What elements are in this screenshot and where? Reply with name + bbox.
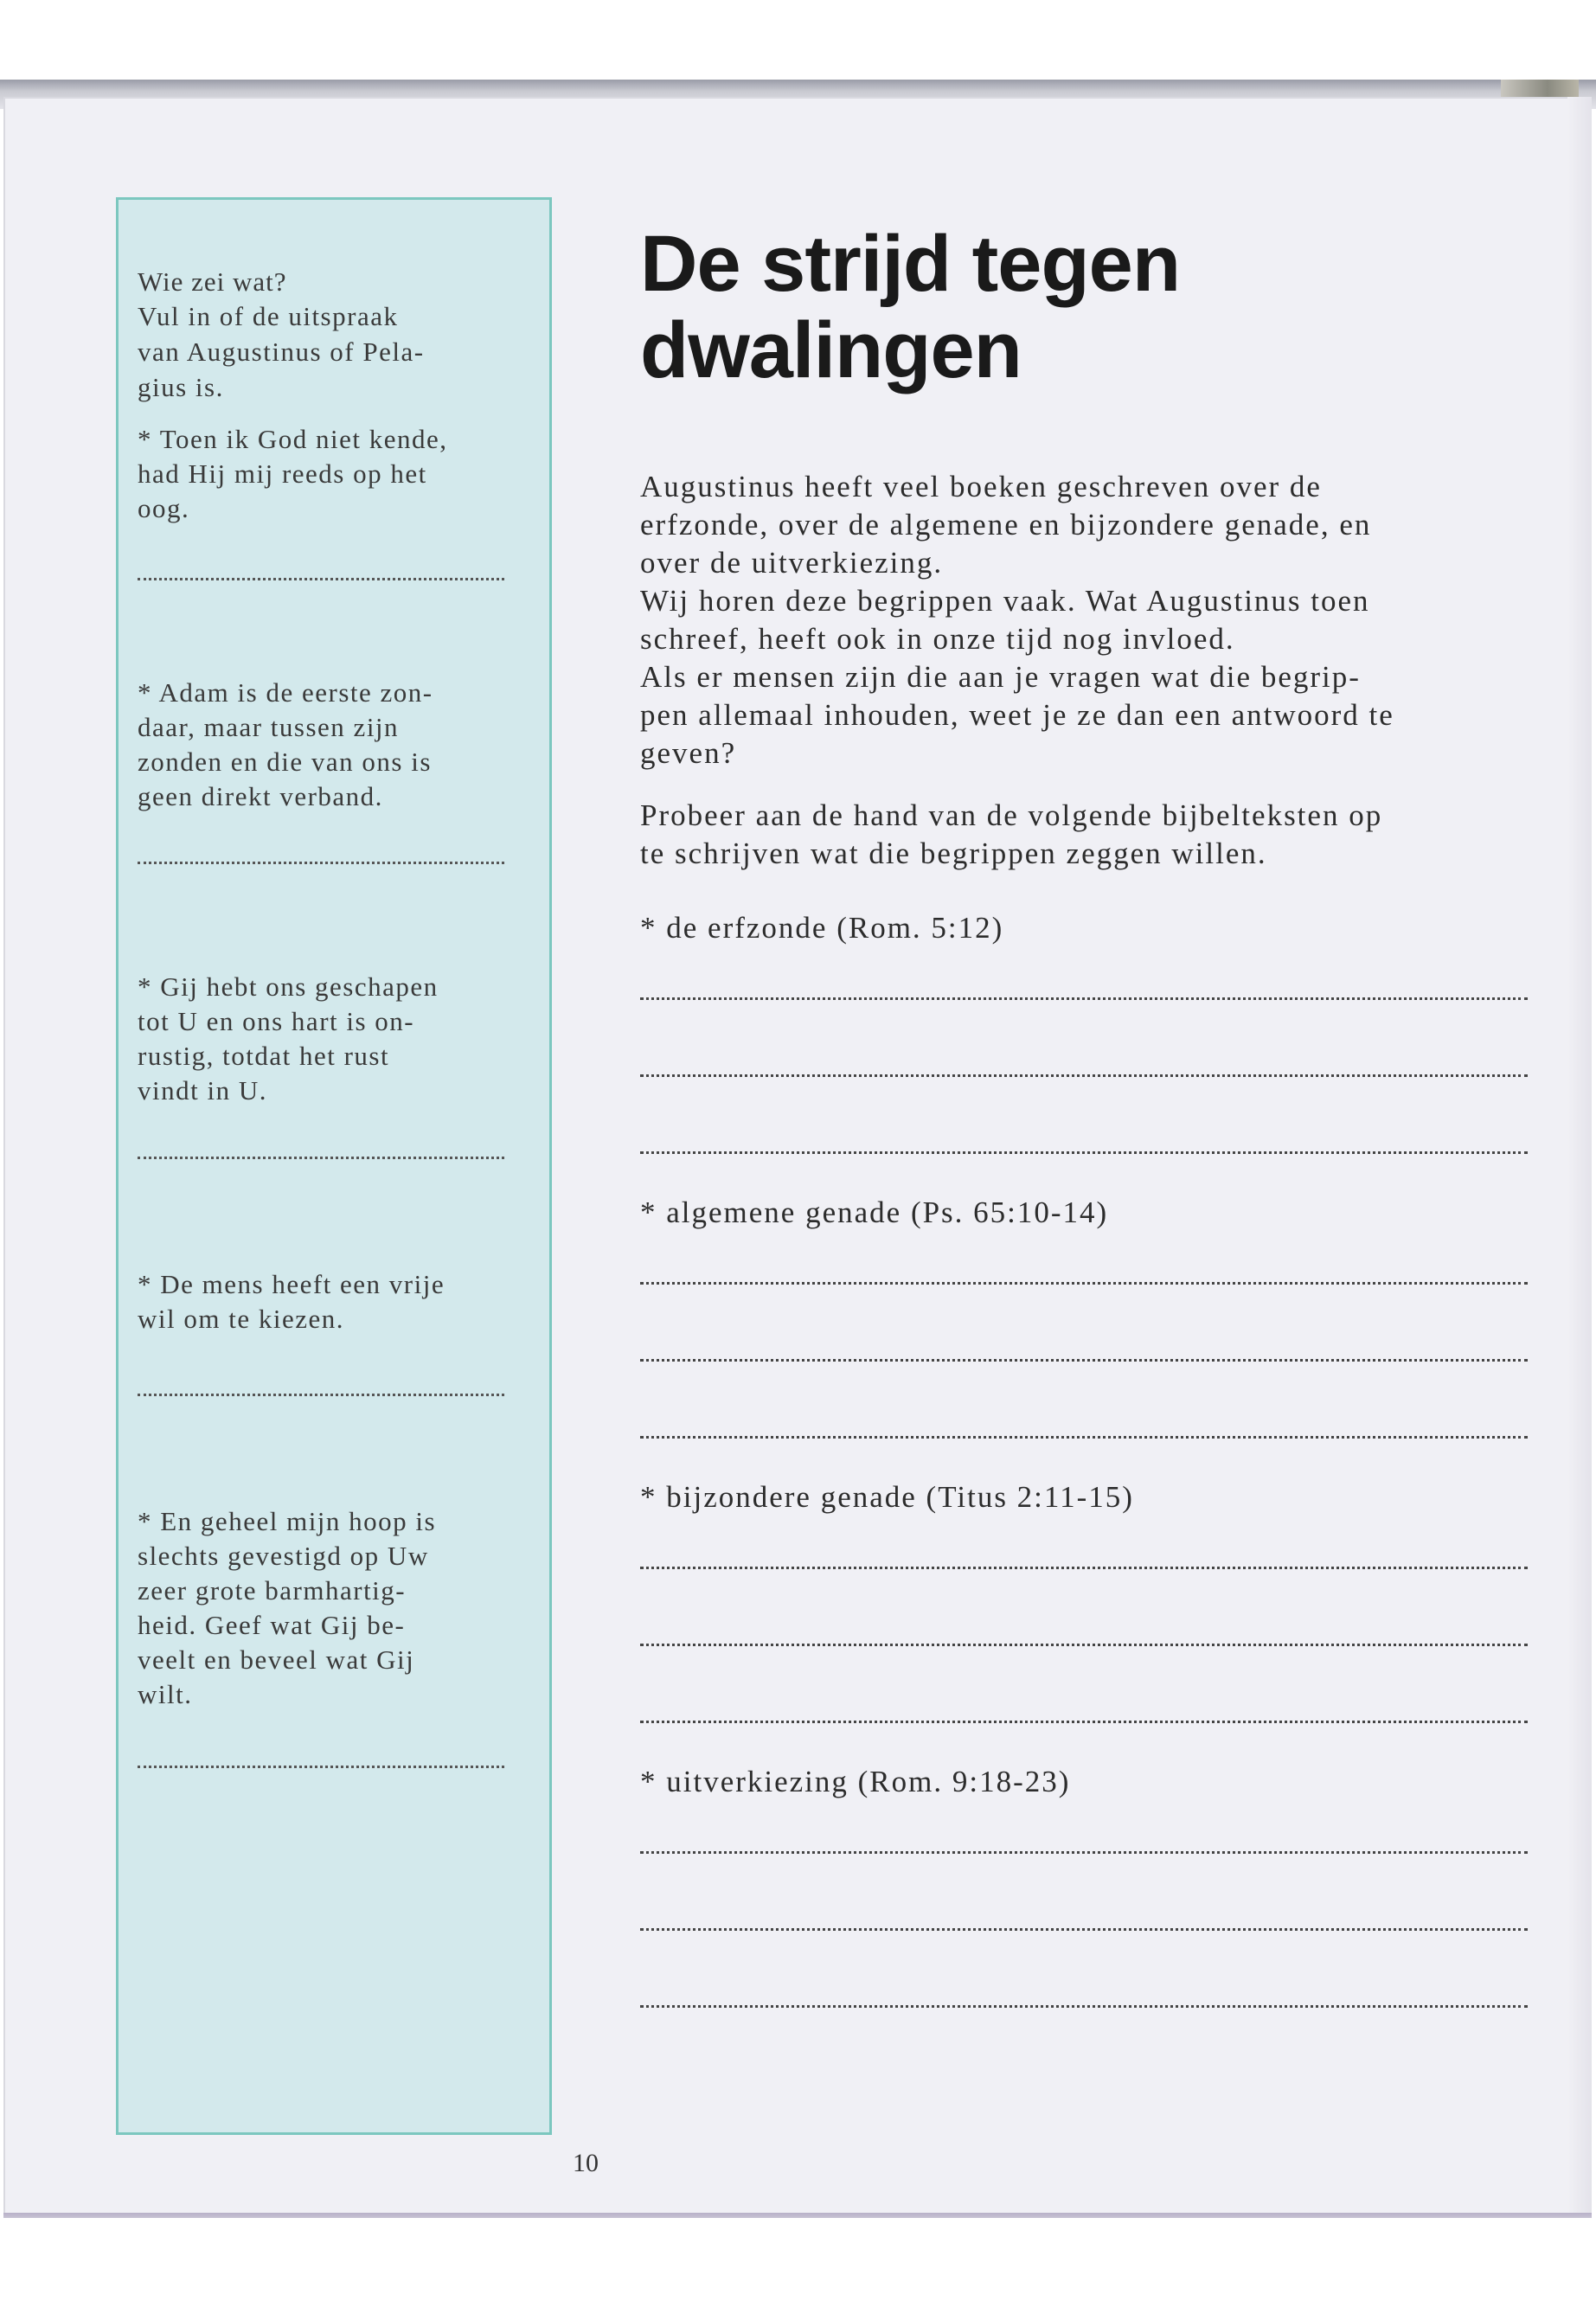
answer-line[interactable]	[640, 1151, 1528, 1154]
quote-line: * En geheel mijn hoop is	[138, 1506, 437, 1536]
quote-line: heid. Geef wat Gij be-	[138, 1610, 406, 1640]
quote-line: zeer grote barmhartig-	[138, 1575, 407, 1606]
instruction-line: gius is.	[138, 372, 224, 402]
answer-line[interactable]	[640, 1721, 1528, 1723]
quote-line: slechts gevestigd op Uw	[138, 1541, 429, 1571]
topic-bijzondere-genade: * bijzondere genade (Titus 2:11-15)	[640, 1480, 1134, 1514]
exercise-sidebar	[116, 197, 552, 2135]
quote-line: daar, maar tussen zijn	[138, 712, 400, 742]
quote-line: * Adam is de eerste zon-	[138, 677, 433, 708]
topic-algemene-genade: * algemene genade (Ps. 65:10-14)	[640, 1195, 1109, 1229]
paragraph-line: pen allemaal inhouden, weet je ze dan een antwoord te	[640, 698, 1394, 732]
answer-line[interactable]	[640, 1359, 1528, 1362]
quote-line: geen direkt verband.	[138, 781, 383, 811]
quote-line: tot U en ons hart is on-	[138, 1006, 415, 1036]
quote-line: veelt en beveel wat Gij	[138, 1644, 415, 1675]
topic-uitverkiezing: * uitverkiezing (Rom. 9:18-23)	[640, 1765, 1071, 1798]
paragraph-line: Augustinus heeft veel boeken geschreven over de	[640, 470, 1322, 503]
quote-line: wil om te kiezen.	[138, 1304, 344, 1334]
paragraph-line: over de uitverkiezing.	[640, 546, 944, 580]
paragraph-line: Wij horen deze begrippen vaak. Wat Augustinus toen	[640, 584, 1370, 618]
answer-line[interactable]	[640, 1282, 1528, 1285]
quote-4	[138, 1267, 527, 1336]
paragraph-line: erfzonde, over de algemene en bijzondere genade, en	[640, 508, 1372, 542]
answer-line[interactable]	[640, 1928, 1528, 1931]
quote-line: oog.	[138, 493, 190, 523]
instruction-line: Probeer aan de hand van de volgende bijbelteksten op	[640, 798, 1383, 832]
page-number: 10	[573, 2149, 599, 2177]
quote-line: * Toen ik God niet kende,	[138, 424, 448, 454]
answer-line[interactable]	[640, 997, 1528, 1000]
answer-line[interactable]	[640, 1436, 1528, 1439]
instruction-paragraph	[640, 797, 1557, 873]
answer-line[interactable]	[640, 1074, 1528, 1077]
paragraph-line: geven?	[640, 736, 737, 770]
topic-erfzonde: * de erfzonde (Rom. 5:12)	[640, 911, 1004, 945]
quote-1	[138, 422, 527, 526]
page-gutter	[1567, 97, 1592, 2218]
quote-line: zonden en die van ons is	[138, 747, 432, 777]
intro-paragraph	[640, 468, 1557, 772]
page-bottom-edge	[3, 2213, 1592, 2218]
answer-line[interactable]	[640, 1851, 1528, 1854]
instruction-line: te schrijven wat die begrippen zeggen willen.	[640, 836, 1267, 870]
answer-line[interactable]	[640, 1567, 1528, 1569]
title-line: dwalingen	[640, 306, 1022, 394]
quote-5	[138, 1504, 527, 1712]
paragraph-line: Als er mensen zijn die aan je vragen wat die begrip-	[640, 660, 1361, 694]
page-title	[640, 221, 1557, 394]
instruction-line: van Augustinus of Pela-	[138, 336, 425, 367]
quote-line: had Hij mij reeds op het	[138, 458, 427, 489]
quote-5-answer-line[interactable]	[138, 1766, 504, 1768]
quote-line: wilt.	[138, 1679, 193, 1709]
quote-2-answer-line[interactable]	[138, 862, 504, 864]
quote-4-answer-line[interactable]	[138, 1394, 504, 1396]
quote-3-answer-line[interactable]	[138, 1157, 504, 1159]
quote-line: * De mens heeft een vrije	[138, 1269, 445, 1299]
quote-3	[138, 970, 527, 1108]
main-column	[640, 221, 1557, 2008]
answer-line[interactable]	[640, 1644, 1528, 1646]
title-line: De strijd tegen	[640, 220, 1181, 308]
instruction-line: Vul in of de uitspraak	[138, 301, 399, 331]
answer-line[interactable]	[640, 2005, 1528, 2008]
sidebar-title: Wie zei wat?	[138, 266, 287, 297]
paragraph-line: schreef, heeft ook in onze tijd nog invloed.	[640, 622, 1235, 656]
sidebar-instructions	[138, 298, 527, 405]
quote-1-answer-line[interactable]	[138, 578, 504, 580]
quote-2	[138, 676, 527, 814]
quote-line: vindt in U.	[138, 1075, 267, 1106]
quote-line: * Gij hebt ons geschapen	[138, 971, 439, 1002]
quote-line: rustig, totdat het rust	[138, 1041, 390, 1071]
